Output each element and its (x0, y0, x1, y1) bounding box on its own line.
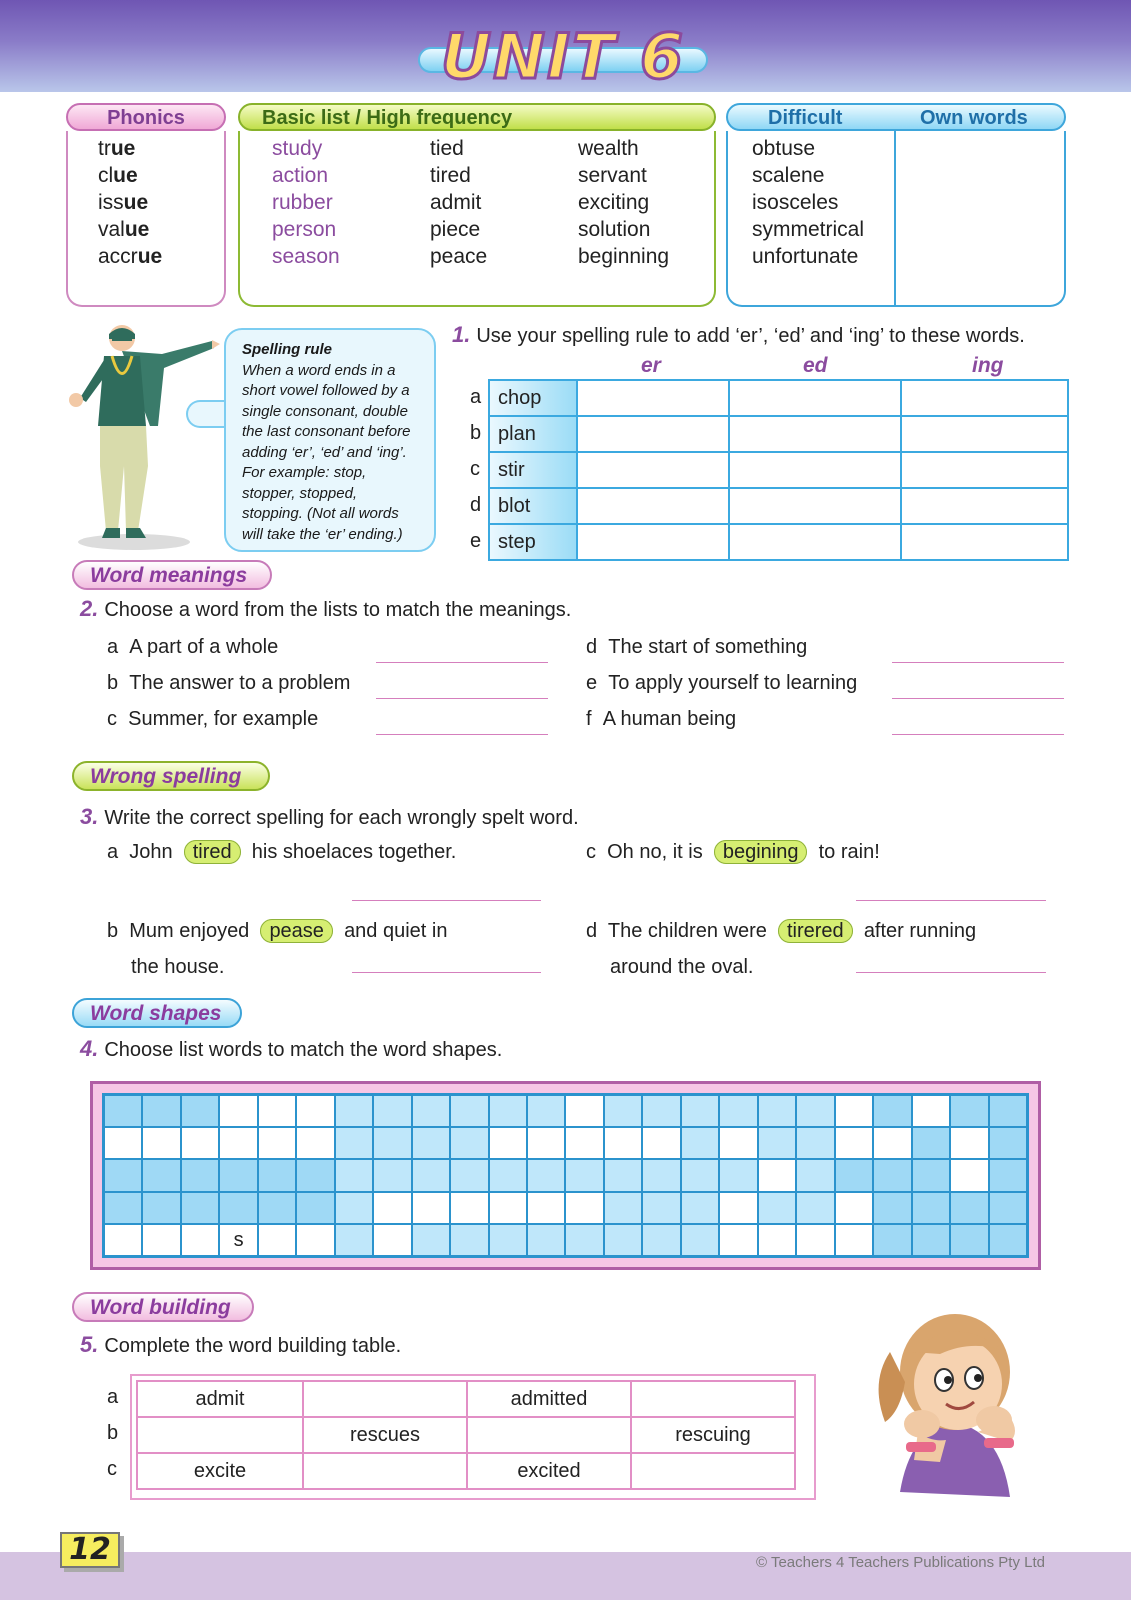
word-building-table (136, 1380, 796, 1490)
word-building-heading: Word building (72, 1292, 254, 1322)
shape-cell[interactable] (796, 1224, 834, 1256)
q2-letter: c (107, 708, 117, 730)
q1-base-word: blot (489, 488, 577, 524)
phonics-label: Phonics (66, 103, 226, 131)
q2-item (586, 672, 857, 695)
shape-cell (873, 1095, 911, 1127)
shape-cell[interactable] (758, 1159, 796, 1191)
shape-cell[interactable] (565, 1192, 603, 1224)
list-word: servant (578, 164, 647, 187)
shape-cell[interactable] (950, 1127, 988, 1159)
phonics-pattern: ue (113, 164, 138, 187)
shape-cell[interactable] (219, 1095, 257, 1127)
difficult-box (726, 131, 1066, 307)
shape-cell (450, 1095, 488, 1127)
phonics-word (98, 243, 162, 270)
q1-answer-cell-er[interactable] (577, 452, 729, 488)
shape-cell[interactable] (873, 1127, 911, 1159)
answer-line[interactable] (352, 972, 541, 973)
q3-text: after running (863, 920, 977, 942)
q1-answer-cell-ing[interactable] (901, 416, 1068, 452)
shape-cell (796, 1159, 834, 1191)
phonics-box (66, 131, 226, 307)
shape-cell (681, 1127, 719, 1159)
word-shapes-frame (90, 1081, 1041, 1270)
q1-row (489, 416, 1068, 452)
phonics-word (98, 162, 138, 189)
shape-cell (565, 1224, 603, 1256)
q4-heading (80, 1036, 502, 1062)
word-building-given: admit (137, 1381, 303, 1417)
q2-item (107, 672, 350, 695)
shape-cell (873, 1159, 911, 1191)
list-word: tied (430, 137, 464, 160)
q1-row (489, 488, 1068, 524)
word-building-given: excite (137, 1453, 303, 1489)
q2-item (586, 636, 807, 659)
page-number: 12 (60, 1532, 120, 1568)
shape-cell[interactable] (527, 1127, 565, 1159)
shape-cell[interactable] (296, 1095, 334, 1127)
shape-cell (142, 1095, 180, 1127)
q1-answer-cell-ing[interactable] (901, 380, 1068, 416)
q1-heading (452, 322, 1025, 348)
difficult-label: Difficult (768, 107, 843, 129)
shape-cell[interactable] (104, 1127, 142, 1159)
shape-cell (950, 1224, 988, 1256)
q1-row (489, 452, 1068, 488)
q1-answer-cell-ed[interactable] (729, 488, 901, 524)
shape-cell (489, 1159, 527, 1191)
shape-cell (681, 1192, 719, 1224)
spelling-rule-bubble (224, 328, 436, 552)
q5-instruction: Complete the word building table. (104, 1335, 402, 1357)
q3-text: Oh no, it is (607, 841, 703, 863)
shape-cell[interactable] (412, 1192, 450, 1224)
q3-text: Mum enjoyed (129, 920, 250, 942)
shape-cell (412, 1127, 450, 1159)
q4-number: 4. (80, 1036, 99, 1061)
shape-cell (450, 1159, 488, 1191)
shape-cell[interactable] (565, 1095, 603, 1127)
q3-item-b (107, 913, 447, 985)
q1-row-letter: a (470, 386, 482, 408)
q2-number: 2. (80, 596, 99, 621)
answer-line[interactable] (892, 698, 1064, 699)
q5-row-letter: a (107, 1386, 119, 1408)
q3-text: and quiet in (344, 920, 448, 942)
basic-list-box (238, 131, 716, 307)
shape-cell (950, 1192, 988, 1224)
difficult-word: isosceles (752, 191, 839, 214)
q2-item (586, 708, 736, 731)
shape-cell[interactable] (835, 1224, 873, 1256)
word-building-given: rescues (303, 1417, 467, 1453)
shape-cell[interactable] (565, 1127, 603, 1159)
q2-letter: d (586, 636, 598, 658)
shape-cell[interactable] (142, 1127, 180, 1159)
list-word: admit (430, 191, 482, 214)
phonics-stem: tr (98, 137, 111, 160)
q1-base-word: plan (489, 416, 577, 452)
shape-cell (912, 1224, 950, 1256)
word-building-answer-cell[interactable] (631, 1453, 795, 1489)
q1-answer-cell-ed[interactable] (729, 524, 901, 560)
list-word: season (272, 245, 340, 268)
shape-cell (335, 1192, 373, 1224)
difficult-word: unfortunate (752, 245, 859, 268)
shape-cell[interactable] (835, 1095, 873, 1127)
shape-cell (258, 1159, 296, 1191)
shape-cell (604, 1192, 642, 1224)
spelling-rule-text: When a word ends in a short vowel followed by a single consonant, double the last consonant before adding ‘er’, ‘ed’ and ‘ing’. For example: stop, stopper, stopped, stopping. (Not all words will take the ‘er’ ending.) (242, 361, 411, 543)
word-building-answer-cell[interactable] (303, 1381, 467, 1417)
phonics-pattern: ue (110, 137, 136, 160)
shape-cell (258, 1192, 296, 1224)
q1-row-letter: c (470, 458, 480, 480)
shape-cell (989, 1192, 1027, 1224)
answer-line[interactable] (352, 900, 541, 901)
phonics-stem: cl (98, 164, 114, 187)
shape-cell (642, 1095, 680, 1127)
phonics-stem: iss (98, 191, 124, 214)
q1-row (489, 524, 1068, 560)
shape-cell (450, 1127, 488, 1159)
shape-cell (835, 1159, 873, 1191)
list-word: piece (430, 218, 481, 241)
word-building-given: excited (467, 1453, 631, 1489)
shape-cell (373, 1159, 411, 1191)
difficult-label-pill (726, 103, 1066, 131)
shape-cell (181, 1159, 219, 1191)
shape-cell (912, 1127, 950, 1159)
phonics-stem: accr (98, 245, 138, 268)
own-words-area[interactable] (896, 131, 1064, 303)
list-word: peace (430, 245, 488, 268)
list-word: beginning (578, 245, 670, 268)
list-word: study (272, 137, 323, 160)
q2-meaning: To apply yourself to learning (608, 672, 858, 694)
misspelt-word: tirered (778, 919, 853, 943)
word-shapes-grid (102, 1093, 1029, 1258)
q1-answer-cell-er[interactable] (577, 488, 729, 524)
shape-cell (642, 1192, 680, 1224)
superhero-illustration (62, 316, 222, 556)
shape-cell (335, 1095, 373, 1127)
q3-text: around the oval. (610, 956, 754, 978)
q1-row (489, 380, 1068, 416)
shape-cell (296, 1192, 334, 1224)
phonics-stem: val (98, 218, 125, 241)
shape-cell (373, 1127, 411, 1159)
q3-text: to rain! (818, 841, 880, 863)
shape-cell (758, 1192, 796, 1224)
shape-cell[interactable] (719, 1127, 757, 1159)
shape-cell (989, 1224, 1027, 1256)
shape-cell (142, 1159, 180, 1191)
shape-cell (219, 1192, 257, 1224)
list-word: rubber (272, 191, 333, 214)
q3-heading (80, 804, 579, 830)
word-building-row (137, 1381, 795, 1417)
shape-cell (412, 1159, 450, 1191)
shape-cell (104, 1095, 142, 1127)
phonics-pattern: ue (137, 245, 163, 268)
q5-heading (80, 1332, 401, 1358)
q1-col-er: er (641, 354, 661, 377)
shape-cell (873, 1192, 911, 1224)
answer-line[interactable] (892, 662, 1064, 663)
shape-cell (489, 1095, 527, 1127)
shape-cell (796, 1192, 834, 1224)
q1-row-letter: d (470, 494, 482, 516)
q2-meaning: Summer, for example (128, 708, 319, 730)
q1-answer-cell-ing[interactable] (901, 488, 1068, 524)
q3-item-a (107, 841, 456, 864)
shape-cell[interactable] (489, 1127, 527, 1159)
q2-letter: a (107, 636, 119, 658)
shape-cell (873, 1224, 911, 1256)
q1-row-letter: e (470, 530, 482, 552)
shape-cell (758, 1127, 796, 1159)
phonics-word (98, 216, 149, 243)
spelling-rule-title: Spelling rule (242, 341, 333, 358)
shape-cell[interactable] (104, 1224, 142, 1256)
word-building-row (137, 1417, 795, 1453)
q1-answer-cell-ed[interactable] (729, 452, 901, 488)
q1-answer-cell-ed[interactable] (729, 380, 901, 416)
difficult-word: symmetrical (752, 218, 865, 241)
word-building-given: admitted (467, 1381, 631, 1417)
shape-cell[interactable] (373, 1224, 411, 1256)
shape-cell (219, 1159, 257, 1191)
q1-answer-cell-er[interactable] (577, 380, 729, 416)
shape-cell[interactable] (258, 1127, 296, 1159)
list-word: wealth (578, 137, 639, 160)
word-building-answer-cell[interactable] (303, 1453, 467, 1489)
q2-meaning: The start of something (608, 636, 808, 658)
q1-number: 1. (452, 322, 471, 347)
shape-cell[interactable] (296, 1224, 334, 1256)
shape-cell[interactable] (450, 1192, 488, 1224)
q2-heading (80, 596, 571, 622)
word-shapes-heading: Word shapes (72, 998, 242, 1028)
answer-line[interactable] (856, 972, 1046, 973)
shape-cell (412, 1224, 450, 1256)
shape-cell[interactable] (835, 1192, 873, 1224)
shape-cell (989, 1127, 1027, 1159)
shape-cell (912, 1192, 950, 1224)
q2-item (107, 708, 318, 731)
q5-row-letter: b (107, 1422, 119, 1444)
word-building-frame (130, 1374, 816, 1500)
q2-meaning: The answer to a problem (129, 672, 351, 694)
answer-line[interactable] (856, 900, 1046, 901)
shape-cell[interactable] (912, 1095, 950, 1127)
shape-cell (450, 1224, 488, 1256)
q3-letter: b (107, 920, 119, 942)
shape-cell (104, 1159, 142, 1191)
shape-cell[interactable] (373, 1192, 411, 1224)
q1-table (488, 379, 1069, 561)
misspelt-word: begining (714, 840, 808, 864)
word-building-answer-cell[interactable] (467, 1417, 631, 1453)
word-building-given: rescuing (631, 1417, 795, 1453)
answer-line[interactable] (892, 734, 1064, 735)
q1-answer-cell-er[interactable] (577, 524, 729, 560)
shape-cell (527, 1159, 565, 1191)
shape-cell[interactable] (296, 1127, 334, 1159)
q1-answer-cell-ing[interactable] (901, 524, 1068, 560)
shape-cell[interactable] (604, 1127, 642, 1159)
q2-instruction: Choose a word from the lists to match the meanings. (104, 599, 572, 621)
shape-cell[interactable] (758, 1224, 796, 1256)
shape-cell[interactable] (642, 1127, 680, 1159)
misspelt-word: pease (260, 919, 333, 943)
page-title: UNIT 6 (440, 20, 686, 93)
shape-cell (296, 1159, 334, 1191)
q3-number: 3. (80, 804, 99, 829)
q3-text: the house. (131, 956, 225, 978)
shape-cell (565, 1159, 603, 1191)
word-building-answer-cell[interactable] (137, 1417, 303, 1453)
q1-base-word: stir (489, 452, 577, 488)
shape-cell[interactable] (835, 1127, 873, 1159)
list-word: solution (578, 218, 651, 241)
shape-cell (527, 1095, 565, 1127)
q3-letter: d (586, 920, 598, 942)
misspelt-word: tired (184, 840, 241, 864)
q3-item-c (586, 841, 880, 864)
q3-item-d (586, 913, 976, 985)
phonics-pattern: ue (123, 191, 149, 214)
shape-cell (335, 1224, 373, 1256)
q3-letter: c (586, 841, 596, 863)
difficult-word: obtuse (752, 137, 816, 160)
q2-meaning: A part of a whole (129, 636, 279, 658)
wrong-spelling-heading: Wrong spelling (72, 761, 270, 791)
shape-cell[interactable] (181, 1127, 219, 1159)
shape-cell[interactable] (181, 1224, 219, 1256)
shape-cell (796, 1095, 834, 1127)
q3-instruction: Write the correct spelling for each wrongly spelt word. (104, 807, 579, 829)
shape-cell (181, 1192, 219, 1224)
word-building-row (137, 1453, 795, 1489)
q1-col-ing: ing (972, 354, 1004, 377)
word-meanings-heading: Word meanings (72, 560, 272, 590)
q5-row-letter: c (107, 1458, 117, 1480)
q2-meaning: A human being (602, 708, 737, 730)
q1-answer-cell-ing[interactable] (901, 452, 1068, 488)
answer-line[interactable] (376, 698, 548, 699)
q1-instruction: Use your spelling rule to add ‘er’, ‘ed’ and ‘ing’ to these words. (476, 325, 1025, 347)
shape-cell (719, 1159, 757, 1191)
q1-row-letter: b (470, 422, 482, 444)
q2-letter: b (107, 672, 119, 694)
q4-instruction: Choose list words to match the word shapes. (104, 1039, 503, 1061)
shape-cell (796, 1127, 834, 1159)
shape-cell[interactable] (719, 1192, 757, 1224)
shape-cell (181, 1095, 219, 1127)
phonics-word (98, 189, 148, 216)
shape-cell (104, 1192, 142, 1224)
shape-cell (719, 1095, 757, 1127)
shape-cell (142, 1192, 180, 1224)
q3-text: John (129, 841, 173, 863)
q1-base-word: chop (489, 380, 577, 416)
copyright-text: © Teachers 4 Teachers Publications Pty Ltd (756, 1554, 1045, 1571)
shape-cell-given-letter[interactable]: s (219, 1224, 257, 1256)
difficult-word: scalene (752, 164, 825, 187)
shape-cell (604, 1159, 642, 1191)
phonics-word (98, 135, 135, 162)
shape-cell (758, 1095, 796, 1127)
shape-cell (681, 1095, 719, 1127)
own-words-label: Own words (920, 107, 1028, 129)
shape-cell (950, 1095, 988, 1127)
shape-cell (681, 1159, 719, 1191)
shape-cell[interactable] (258, 1095, 296, 1127)
shape-cell (989, 1095, 1027, 1127)
shape-cell (489, 1224, 527, 1256)
list-word: tired (430, 164, 471, 187)
shape-cell[interactable] (527, 1192, 565, 1224)
q3-text: The children were (607, 920, 767, 942)
shape-cell[interactable] (719, 1224, 757, 1256)
girl-illustration (860, 1292, 1040, 1512)
q1-col-ed: ed (803, 354, 828, 377)
q2-item (107, 636, 278, 659)
basic-list-label: Basic list / High frequency (238, 103, 716, 131)
shape-cell (604, 1095, 642, 1127)
shape-cell (527, 1224, 565, 1256)
answer-line[interactable] (376, 662, 548, 663)
list-word: action (272, 164, 329, 187)
q1-answer-cell-er[interactable] (577, 416, 729, 452)
q3-text: his shoelaces together. (251, 841, 457, 863)
phonics-pattern: ue (124, 218, 150, 241)
shape-cell[interactable] (142, 1224, 180, 1256)
shape-cell (412, 1095, 450, 1127)
shape-cell[interactable] (258, 1224, 296, 1256)
shape-cell (373, 1095, 411, 1127)
shape-cell[interactable] (489, 1192, 527, 1224)
shape-cell (642, 1224, 680, 1256)
shape-cell (642, 1159, 680, 1191)
shape-cell (335, 1127, 373, 1159)
shape-cell[interactable] (950, 1159, 988, 1191)
word-building-answer-cell[interactable] (631, 1381, 795, 1417)
list-word: person (272, 218, 337, 241)
q3-letter: a (107, 841, 119, 863)
shape-cell (335, 1159, 373, 1191)
q2-letter: f (586, 708, 592, 730)
answer-line[interactable] (376, 734, 548, 735)
shape-cell (681, 1224, 719, 1256)
q5-number: 5. (80, 1332, 99, 1357)
shape-cell (912, 1159, 950, 1191)
shape-cell (989, 1159, 1027, 1191)
list-word: exciting (578, 191, 650, 214)
shape-cell (604, 1224, 642, 1256)
shape-cell[interactable] (219, 1127, 257, 1159)
q1-base-word: step (489, 524, 577, 560)
q1-answer-cell-ed[interactable] (729, 416, 901, 452)
q2-letter: e (586, 672, 598, 694)
